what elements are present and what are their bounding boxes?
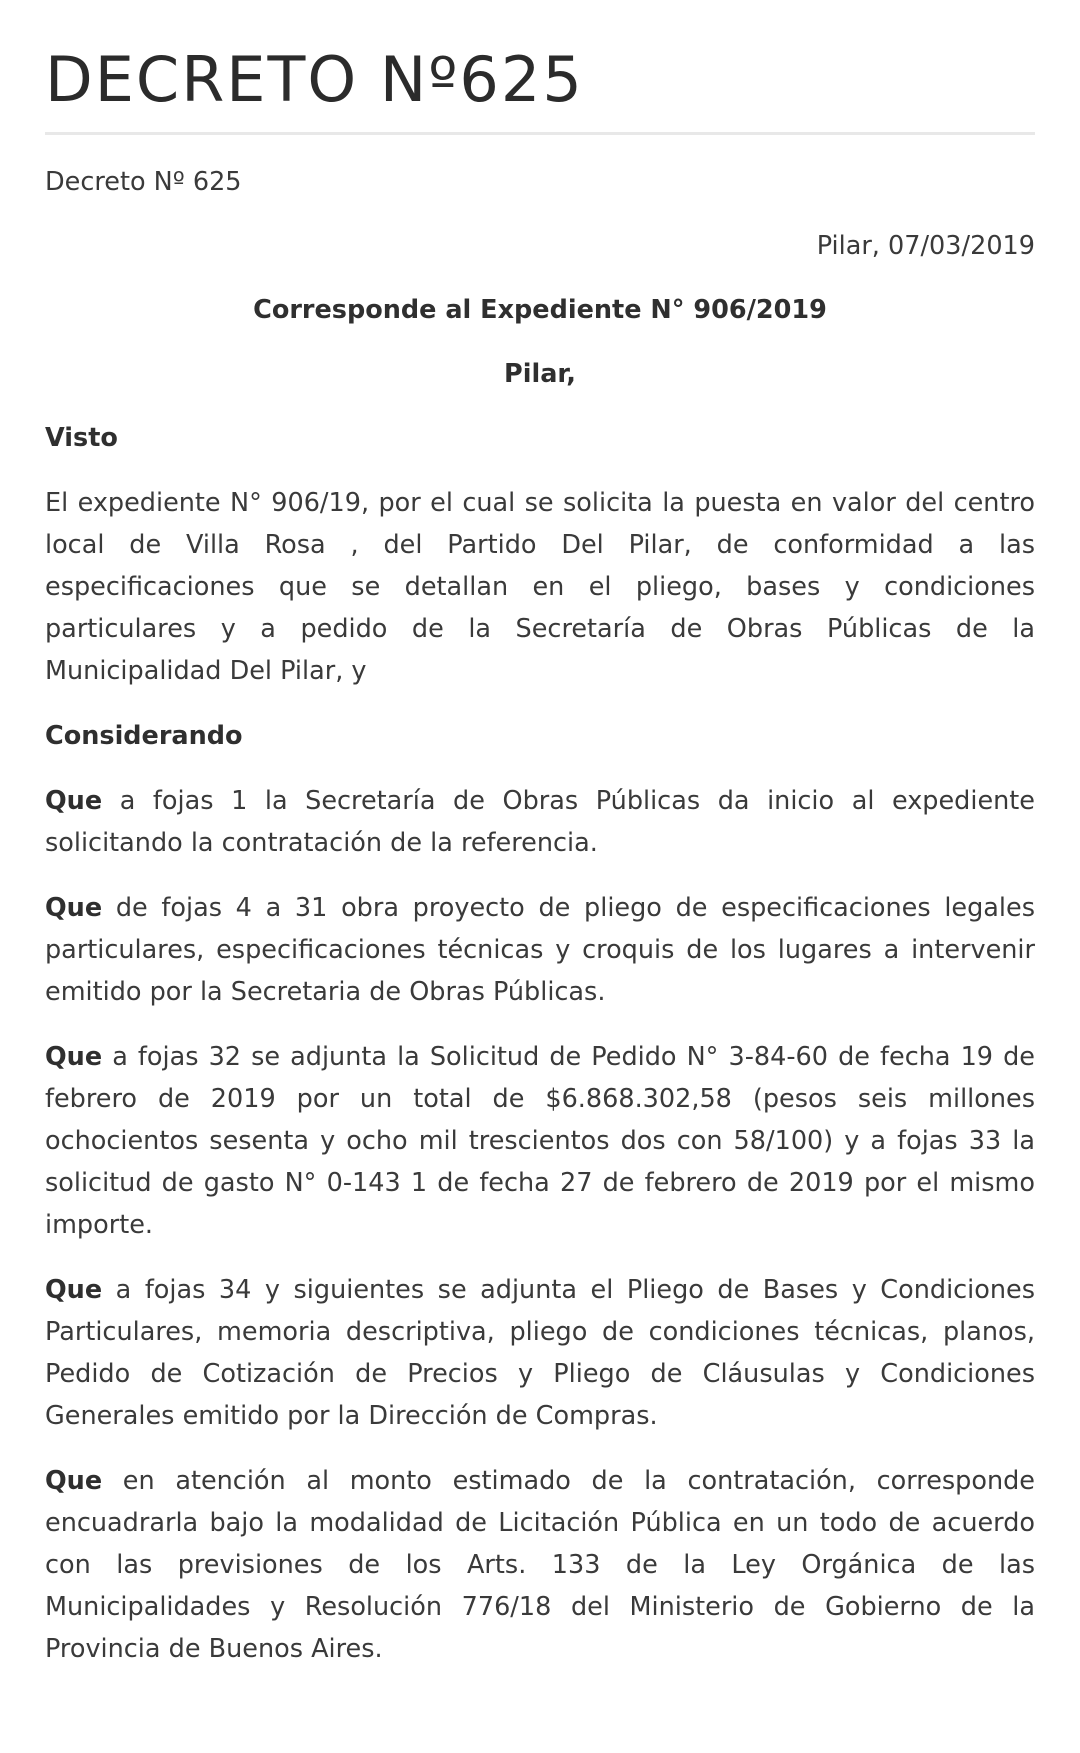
considerando-paragraph-3 [45,1036,1035,1246]
considerando-paragraph-1 [45,780,1035,864]
considerando-heading: Considerando [45,721,243,751]
considerando-text: en atención al monto estimado de la contratación, corresponde encuadrarla bajo la modalidad de Licitación Pública en un todo de acuerdo con las previsiones de los Arts. 133 de la Ley Orgánica de las Municipalidades y Resolución 776/18 del Ministerio de Gobierno de la Provincia de Buenos Aires. [45,1466,1035,1664]
considerando-paragraph-4 [45,1269,1035,1437]
que-lead: Que [45,893,103,923]
place-line: Pilar, [504,359,576,389]
place-date: Pilar, 07/03/2019 [816,231,1035,261]
visto-paragraph: El expediente N° 906/19, por el cual se solicita la puesta en valor del centro local de Villa Rosa , del Partido Del Pilar, de conformidad a las especificaciones que se detallan en el pliego, bases y condiciones particulares y a pedido de la Secretaría de Obras Públicas de la Municipalidad Del Pilar, y [45,488,1035,686]
que-lead: Que [45,1275,103,1305]
considerando-text: de fojas 4 a 31 obra proyecto de pliego de especificaciones legales particulares, especificaciones técnicas y croquis de los lugares a intervenir emitido por la Secretaria de Obras Públicas. [45,893,1035,1007]
que-lead: Que [45,786,103,816]
title-divider [45,132,1035,135]
considerando-paragraph-5 [45,1460,1035,1670]
considerando-paragraph-2 [45,887,1035,1013]
considerando-text: a fojas 1 la Secretaría de Obras Públicas da inicio al expediente solicitando la contratación de la referencia. [45,786,1035,858]
decree-number-line: Decreto Nº 625 [45,167,242,197]
que-lead: Que [45,1466,103,1496]
considerando-text: a fojas 34 y siguientes se adjunta el Pliego de Bases y Condiciones Particulares, memoria descriptiva, pliego de condiciones técnicas, planos, Pedido de Cotización de Precios y Pliego de Cláusulas y Condiciones Generales emitido por la Dirección de Compras. [45,1275,1035,1431]
expediente-line: Corresponde al Expediente N° 906/2019 [253,295,827,325]
visto-heading: Visto [45,423,118,453]
considerando-text: a fojas 32 se adjunta la Solicitud de Pedido N° 3-84-60 de fecha 19 de febrero de 2019 por un total de $6.868.302,58 (pesos seis millones ochocientos sesenta y ocho mil trescientos dos con 58/100) y a fojas 33 la solicitud de gasto N° 0-143 1 de fecha 27 de febrero de 2019 por el mismo importe. [45,1042,1035,1240]
que-lead: Que [45,1042,103,1072]
page-title: DECRETO Nº625 [45,43,584,116]
